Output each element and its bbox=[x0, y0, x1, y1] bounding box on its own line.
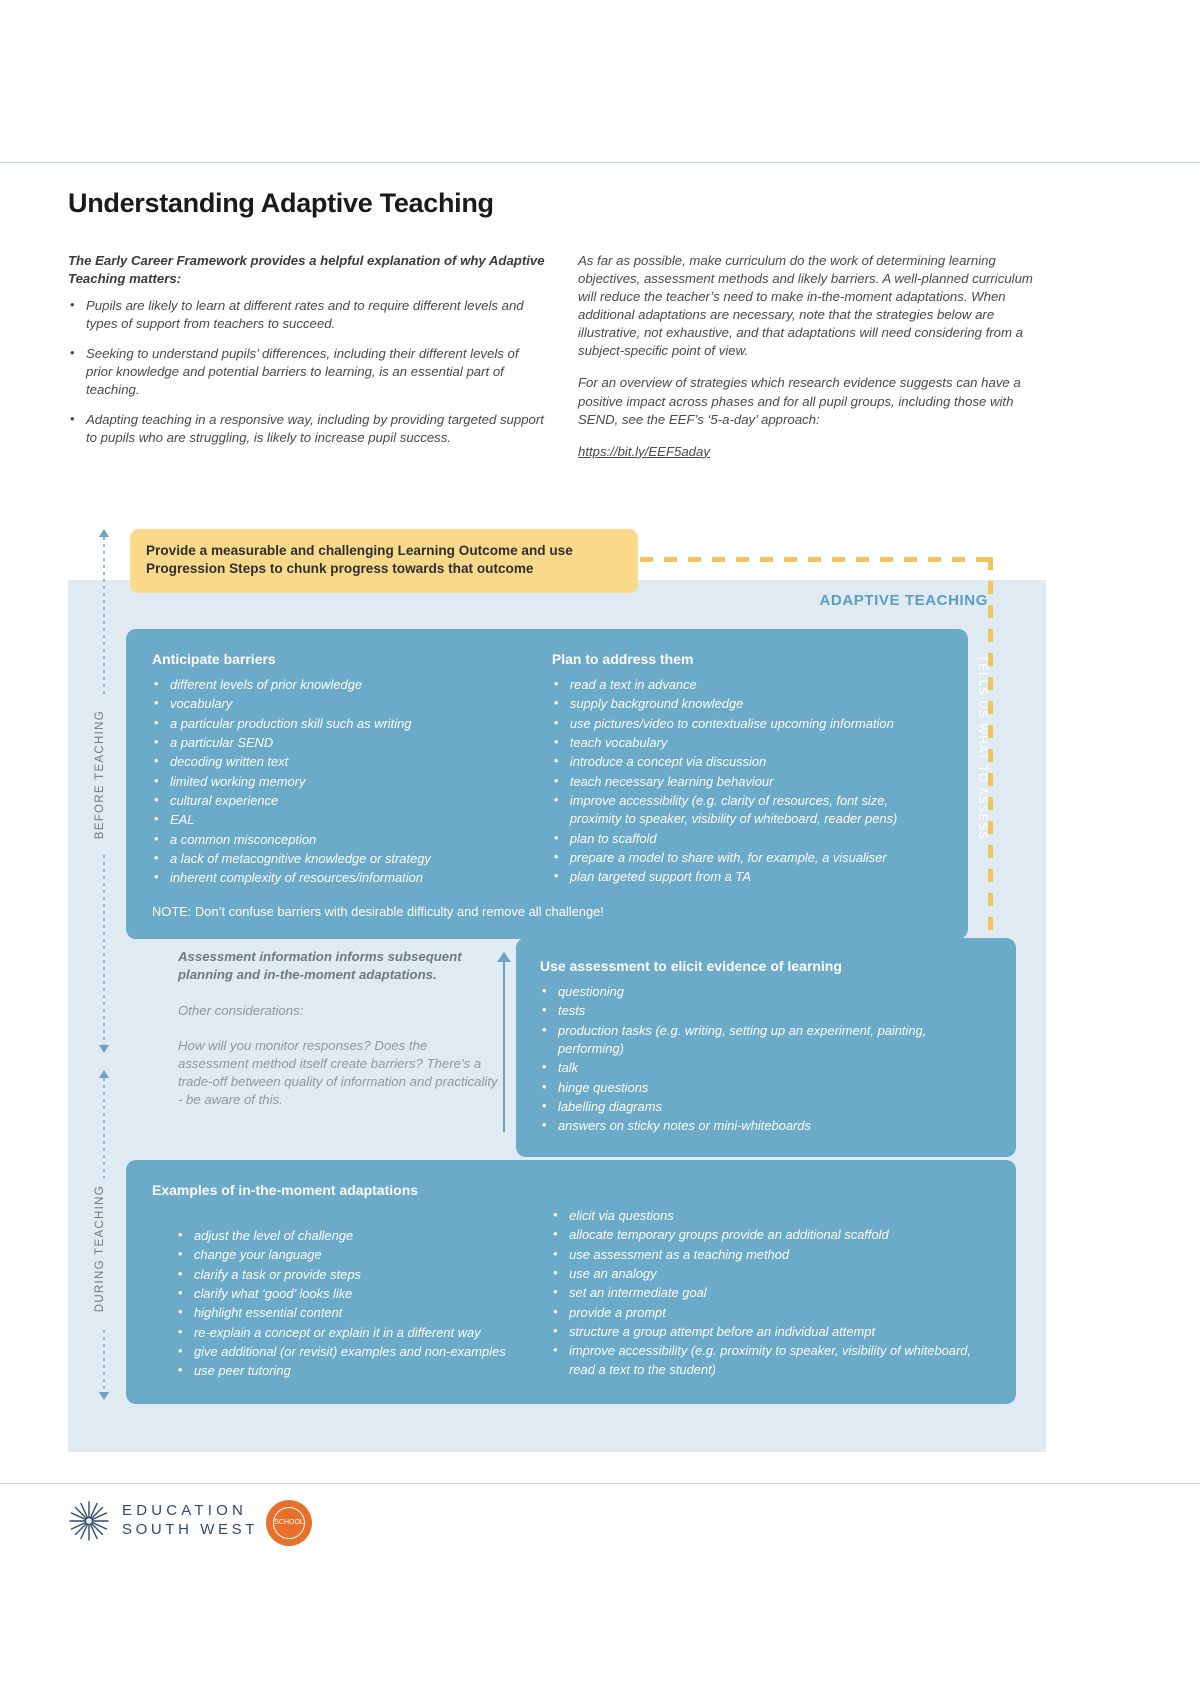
anticipate-barriers-card bbox=[126, 629, 968, 939]
adaptations-right-list bbox=[551, 1207, 990, 1379]
crest-inner-ring: SCHOOL bbox=[273, 1507, 305, 1539]
footer bbox=[68, 1500, 468, 1570]
in-the-moment-adaptations-title: Examples of in-the-moment adaptations bbox=[152, 1182, 419, 1198]
list-item: • prepare a model to share with, for example, a visualiser bbox=[552, 849, 942, 867]
list-item: • plan to scaffold bbox=[552, 830, 942, 848]
list-item: • highlight essential content bbox=[176, 1304, 551, 1322]
tells-us-what-to-assess-label: TELLS US WHAT TO ASSESS bbox=[976, 655, 988, 841]
top-divider bbox=[0, 162, 1200, 163]
list-item: • production tasks (e.g. writing, setting up an experiment, painting, performing) bbox=[540, 1022, 992, 1059]
list-item: • questioning bbox=[540, 983, 992, 1001]
plan-to-address-column bbox=[552, 651, 942, 888]
plan-to-address-title: Plan to address them bbox=[551, 651, 694, 667]
list-item: • clarify what ‘good’ looks like bbox=[176, 1285, 551, 1303]
before-rail-upper bbox=[103, 537, 105, 697]
intro-right-column bbox=[578, 252, 1048, 461]
list-item: • allocate temporary groups provide an additional scaffold bbox=[551, 1226, 990, 1244]
anticipate-barriers-column bbox=[152, 651, 552, 888]
list-item: • answers on sticky notes or mini-whiteboards bbox=[540, 1117, 992, 1135]
list-item: • teach vocabulary bbox=[552, 734, 942, 752]
list-item: • a particular production skill such as writing bbox=[152, 715, 552, 733]
during-rail-top-arrow-icon bbox=[99, 1070, 109, 1078]
list-item: • introduce a concept via discussion bbox=[552, 753, 942, 771]
before-rail-bottom-arrow-icon bbox=[99, 1045, 109, 1053]
list-item: • use assessment as a teaching method bbox=[551, 1246, 990, 1264]
intro-left-column bbox=[68, 252, 548, 459]
school-crest-logo bbox=[266, 1500, 312, 1546]
dashed-connector-horizontal bbox=[640, 557, 992, 562]
list-item: • use pictures/video to contextualise upcoming information bbox=[552, 715, 942, 733]
eef-5aday-link[interactable]: https://bit.ly/EEF5aday bbox=[578, 443, 710, 459]
logo-line-education: EDUCATION bbox=[122, 1502, 248, 1520]
list-item: • change your language bbox=[176, 1246, 551, 1264]
page-title: Understanding Adaptive Teaching bbox=[68, 188, 494, 218]
during-rail-lower bbox=[103, 1330, 105, 1392]
list-item: • read a text in advance bbox=[552, 676, 942, 694]
adaptations-left-column bbox=[152, 1207, 551, 1382]
list-item: • give additional (or revisit) examples and non-examples bbox=[176, 1343, 551, 1361]
other-considerations-text: How will you monitor responses? Does the assessment method itself create barriers? There’s a trade-off between quality of information and practicality - be aware of this. bbox=[178, 1037, 498, 1107]
list-item: • vocabulary bbox=[152, 695, 552, 713]
phase-label-during-teaching: DURING TEACHING bbox=[94, 1185, 106, 1313]
before-rail-lower bbox=[103, 855, 105, 1045]
education-south-west-logo bbox=[68, 1500, 258, 1542]
intro-lead: The Early Career Framework provides a helpful explanation of why Adaptive Teaching matters: bbox=[68, 253, 545, 286]
list-item: • labelling diagrams bbox=[540, 1098, 992, 1116]
list-item: • use an analogy bbox=[551, 1265, 990, 1283]
other-considerations-label: Other considerations: bbox=[178, 1002, 304, 1018]
list-item: • cultural experience bbox=[152, 792, 552, 810]
list-item: • elicit via questions bbox=[551, 1207, 990, 1225]
adaptive-teaching-label: ADAPTIVE TEACHING bbox=[819, 592, 988, 609]
list-item: • EAL bbox=[152, 811, 552, 829]
use-assessment-list bbox=[540, 983, 992, 1136]
before-rail-top-arrow-icon bbox=[99, 529, 109, 537]
anticipate-barriers-title: Anticipate barriers bbox=[152, 651, 276, 667]
list-item: • Adapting teaching in a responsive way, including by providing targeted support to pupils who are struggling, is likely to increase pupil success. bbox=[68, 411, 548, 447]
list-item: • decoding written text bbox=[152, 753, 552, 771]
phase-label-before-teaching: BEFORE TEACHING bbox=[94, 710, 106, 840]
list-item: • improve accessibility (e.g. clarity of resources, font size, proximity to speaker, visibility of whiteboard, reader pens) bbox=[552, 792, 942, 829]
list-item: • Pupils are likely to learn at different rates and to require different levels and types of support from teachers to succeed. bbox=[68, 297, 548, 333]
list-item: • teach necessary learning behaviour bbox=[552, 773, 942, 791]
use-assessment-title: Use assessment to elicit evidence of learning bbox=[540, 958, 842, 974]
assessment-commentary bbox=[178, 948, 498, 1126]
list-item: • plan targeted support from a TA bbox=[552, 868, 942, 886]
assessment-feedback-line bbox=[503, 960, 505, 1132]
adaptations-right-column bbox=[551, 1207, 990, 1382]
list-item: • use peer tutoring bbox=[176, 1362, 551, 1380]
plan-to-address-list bbox=[552, 676, 942, 886]
list-item: • provide a prompt bbox=[551, 1304, 990, 1322]
use-assessment-card bbox=[516, 938, 1016, 1157]
in-the-moment-adaptations-card bbox=[126, 1160, 1016, 1404]
list-item: • a common misconception bbox=[152, 831, 552, 849]
list-item: • inherent complexity of resources/information bbox=[152, 869, 552, 887]
list-item: • structure a group attempt before an individual attempt bbox=[551, 1323, 990, 1341]
list-item: • re-explain a concept or explain it in a different way bbox=[176, 1324, 551, 1342]
list-item: • supply background knowledge bbox=[552, 695, 942, 713]
list-item: • improve accessibility (e.g. proximity to speaker, visibility of whiteboard, read a text to the student) bbox=[551, 1342, 990, 1379]
list-item: • a particular SEND bbox=[152, 734, 552, 752]
during-rail-bottom-arrow-icon bbox=[99, 1392, 109, 1400]
list-item: • different levels of prior knowledge bbox=[152, 676, 552, 694]
logo-line-south-west: SOUTH WEST bbox=[122, 1521, 258, 1538]
list-item: • clarify a task or provide steps bbox=[176, 1266, 551, 1284]
bottom-divider bbox=[0, 1483, 1200, 1484]
list-item: • talk bbox=[540, 1059, 992, 1077]
barriers-note: NOTE: Don’t confuse barriers with desirable difficulty and remove all challenge! bbox=[152, 904, 604, 920]
assessment-informs-text: Assessment information informs subsequent planning and in-the-moment adaptations. bbox=[178, 949, 462, 982]
intro-paragraph-1: As far as possible, make curriculum do the work of determining learning objectives, assessment methods and likely barriers. A well-planned curriculum will reduce the teacher’s need to make in-the-moment adaptations. When additional adaptations are necessary, note that the strategies below are illustrative, not exhaustive, and that adaptations will need considering from a subject-specific point of view. bbox=[578, 253, 1033, 359]
logo-wordmark bbox=[122, 1502, 258, 1540]
list-item: • hinge questions bbox=[540, 1079, 992, 1097]
intro-paragraph-2: For an overview of strategies which research evidence suggests can have a positive impact across phases and for all pupil groups, including those with SEND, see the EEF’s ‘5-a-day’ approach: bbox=[578, 375, 1021, 427]
list-item: • a lack of metacognitive knowledge or strategy bbox=[152, 850, 552, 868]
starburst-icon bbox=[68, 1500, 110, 1542]
list-item: • limited working memory bbox=[152, 773, 552, 791]
learning-outcome-callout: Provide a measurable and challenging Learning Outcome and use Progression Steps to chunk progress towards that outcome bbox=[130, 529, 638, 593]
during-rail-upper bbox=[103, 1078, 105, 1178]
anticipate-barriers-list bbox=[152, 676, 552, 887]
dashed-connector-vertical bbox=[988, 557, 993, 957]
list-item: • set an intermediate goal bbox=[551, 1284, 990, 1302]
list-item: • Seeking to understand pupils’ differences, including their different levels of prior knowledge and potential barriers to learning, is an essential part of teaching. bbox=[68, 345, 548, 399]
adaptations-left-list bbox=[176, 1227, 551, 1381]
list-item: • adjust the level of challenge bbox=[176, 1227, 551, 1245]
intro-bullet-list bbox=[68, 297, 548, 447]
list-item: • tests bbox=[540, 1002, 992, 1020]
adaptive-teaching-diagram bbox=[68, 520, 1046, 1440]
